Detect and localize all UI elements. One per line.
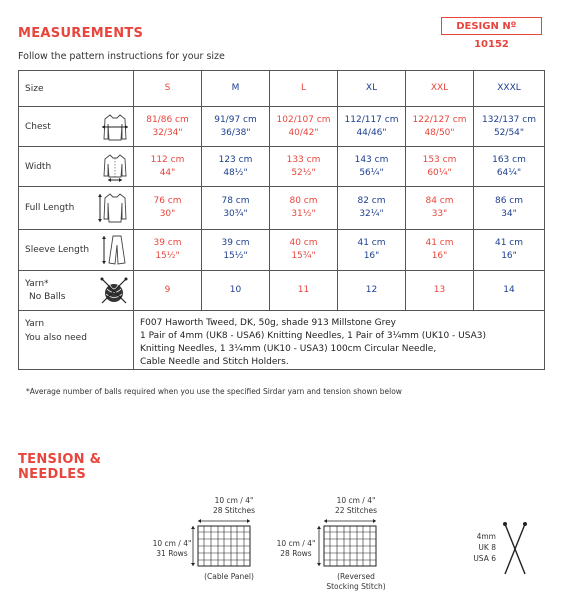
swatch-top-line: 10 cm / 4" [214, 496, 254, 505]
tension-title [18, 452, 101, 482]
imperial-value: 52½" [291, 167, 316, 178]
yarn-label: Yarn [25, 319, 45, 329]
tension-swatch-grid [316, 518, 386, 570]
metric-value: 163 cm [492, 154, 526, 165]
tension-title-line: TENSION & [18, 452, 102, 467]
ball-count: 12 [338, 271, 406, 311]
yarn-info-line: Cable Needle and Stitch Holders. [140, 357, 289, 367]
swatch-caption [316, 572, 396, 592]
table-row [19, 187, 545, 230]
swatch-caption-line: (Reversed [337, 572, 375, 581]
metric-value: 81/86 cm [146, 114, 189, 125]
imperial-value: 30¾" [223, 209, 248, 219]
measurements-table [18, 70, 545, 370]
metric-value: 112/117 cm [344, 114, 399, 125]
needle-size-label [466, 531, 496, 564]
imperial-value: 34" [501, 209, 517, 219]
ball-count: 14 [474, 271, 545, 311]
size-header: XXXL [474, 71, 545, 107]
imperial-value: 16" [501, 251, 517, 261]
design-number: 10152 [474, 39, 509, 50]
swatch-side-line: 28 Rows [280, 549, 312, 558]
tension-title-line: NEEDLES [18, 467, 87, 482]
metric-value: 41 cm [425, 238, 454, 248]
row-label: No Balls [29, 291, 66, 302]
imperial-value: 32/34" [152, 127, 183, 138]
yarn-info-line: Knitting Needles, 1 3¼mm (UK10 - USA3) 100cm Circular Needle, [140, 344, 437, 354]
sleeve-length-icon [101, 233, 129, 267]
footnote: *Average number of balls required when you use the specified Sirdar yarn and tension shown below [26, 387, 402, 396]
row-label: Width [25, 161, 52, 172]
size-header: XXL [406, 71, 474, 107]
size-header: S [134, 71, 202, 107]
metric-value: 40 cm [289, 238, 318, 248]
needle-size-line: UK 8 [478, 543, 496, 552]
imperial-value: 52/54" [493, 127, 525, 138]
metric-value: 153 cm [422, 154, 457, 165]
swatch-top-line: 22 Stitches [334, 506, 378, 515]
imperial-value: 40/42" [288, 127, 319, 138]
table-row [19, 230, 545, 271]
yarn-info-line: 1 Pair of 4mm (UK8 - USA6) Knitting Needles, 1 Pair of 3¼mm (UK10 - USA3) [140, 331, 487, 341]
swatch-caption-line: Stocking Stitch) [326, 582, 386, 591]
sweater-width-icon [101, 152, 129, 182]
swatch-width-label [194, 496, 274, 516]
metric-value: 86 cm [494, 196, 524, 206]
metric-value: 41 cm [357, 238, 386, 248]
metric-value: 133 cm [286, 154, 321, 165]
metric-value: 132/137 cm [482, 114, 536, 125]
table-row [19, 271, 545, 311]
yarn-info-line: F007 Haworth Tweed, DK, 50g, shade 913 Millstone Grey [140, 318, 396, 328]
swatch-caption-line: (Cable Panel) [204, 572, 254, 581]
imperial-value: 48½" [223, 167, 248, 178]
metric-value: 122/127 cm [412, 114, 467, 125]
imperial-value: 64¼" [496, 167, 522, 178]
table-row [19, 147, 545, 187]
metric-value: 123 cm [218, 154, 253, 165]
imperial-value: 31½" [291, 209, 316, 219]
metric-value: 82 cm [357, 196, 386, 206]
row-label: Chest [25, 121, 51, 132]
row-label: Yarn* [25, 278, 49, 289]
metric-value: 80 cm [289, 196, 318, 206]
ball-count: 13 [406, 271, 474, 311]
imperial-value: 56¼" [359, 167, 384, 178]
metric-value: 84 cm [425, 196, 454, 206]
yarn-info-row [19, 311, 545, 370]
design-number-box [441, 17, 542, 50]
swatch-side-line: 31 Rows [156, 549, 188, 558]
size-header: XL [338, 71, 406, 107]
size-header: M [202, 71, 270, 107]
ball-count: 10 [202, 271, 270, 311]
metric-value: 76 cm [153, 196, 182, 206]
imperial-value: 60¼" [427, 167, 452, 178]
sweater-length-icon [97, 191, 129, 225]
size-label: Size [19, 71, 134, 107]
row-label: Full Length [25, 203, 75, 213]
yarn-ball-icon [99, 276, 129, 306]
swatch-width-label [316, 496, 396, 516]
size-header-row [19, 71, 545, 107]
metric-value: 41 cm [494, 238, 524, 248]
design-label: DESIGN Nº [456, 21, 517, 32]
metric-value: 78 cm [221, 196, 250, 206]
imperial-value: 15½" [223, 251, 248, 261]
knitting-needles-icon [500, 520, 530, 578]
metric-value: 143 cm [354, 154, 389, 165]
sweater-chest-icon [101, 112, 129, 142]
table-row [19, 107, 545, 147]
imperial-value: 16" [431, 251, 448, 261]
page-title: MEASUREMENTS [18, 26, 144, 41]
ball-count: 11 [270, 271, 338, 311]
metric-value: 102/107 cm [276, 114, 331, 125]
metric-value: 91/97 cm [214, 114, 257, 125]
swatch-top-line: 10 cm / 4" [336, 496, 376, 505]
swatch-top-line: 28 Stitches [212, 506, 256, 515]
imperial-value: 32¼" [359, 209, 384, 219]
metric-value: 112 cm [150, 154, 185, 165]
needle-size-line: 4mm [476, 532, 496, 541]
imperial-value: 48/50" [424, 127, 455, 138]
subtitle: Follow the pattern instructions for your size [18, 51, 225, 62]
swatch-side-line: 10 cm / 4" [152, 539, 192, 548]
tension-swatch-grid [190, 518, 260, 570]
swatch-caption [194, 572, 264, 582]
imperial-value: 15½" [155, 251, 180, 261]
swatch-side-line: 10 cm / 4" [276, 539, 316, 548]
imperial-value: 15¾" [291, 251, 316, 261]
imperial-value: 33" [431, 209, 448, 219]
imperial-value: 44/46" [356, 127, 387, 138]
row-label: Sleeve Length [25, 245, 90, 255]
imperial-value: 36/38" [220, 127, 251, 138]
also-need-label: You also need [25, 333, 87, 343]
imperial-value: 44" [159, 167, 176, 178]
needle-size-line: USA 6 [473, 554, 496, 563]
metric-value: 39 cm [153, 238, 182, 248]
size-header: L [270, 71, 338, 107]
metric-value: 39 cm [221, 238, 250, 248]
imperial-value: 16" [363, 251, 380, 261]
ball-count: 9 [134, 271, 202, 311]
imperial-value: 30" [159, 209, 176, 219]
